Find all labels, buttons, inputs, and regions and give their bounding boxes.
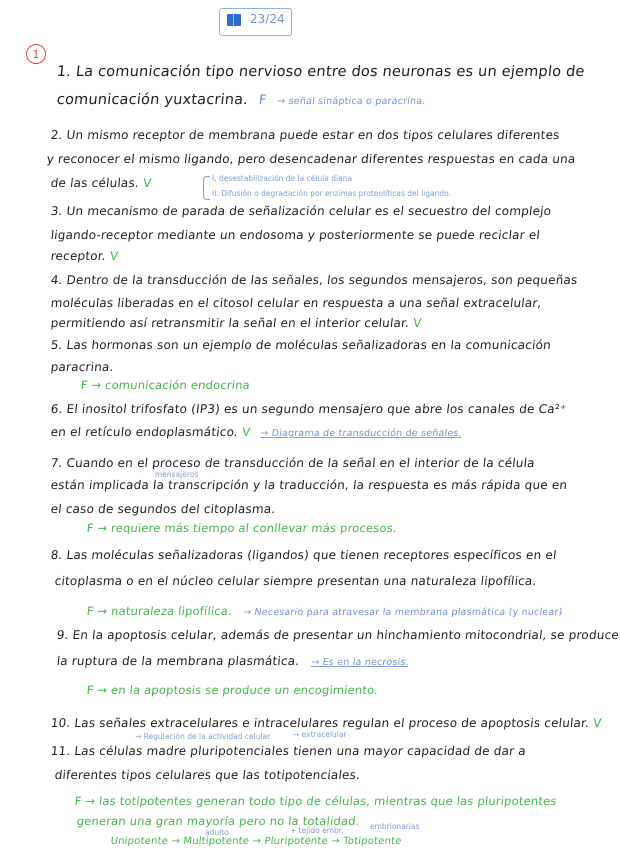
- q3-text3: receptor.: [50, 249, 107, 263]
- q6-line1: 6. El inositol trifosfato (IP3) es un segundo mensajero que abre los canales de Ca²⁺: [50, 402, 568, 416]
- q1-text2: comunicación yuxtacrina.: [56, 92, 249, 108]
- q2-note-b: II. Difusión o degradación por enzimas proteolíticas del ligando.: [212, 189, 451, 198]
- q11-correction2: generan una gran mayoría pero no la totalidad.: [76, 814, 361, 828]
- q10-note-a: → Regulación de la actividad celular: [135, 732, 271, 741]
- q6-answer: V: [241, 425, 252, 439]
- q2-answer: V: [142, 176, 153, 190]
- q8-correction-row: [86, 600, 564, 619]
- q11-chain: Unipotente → Multipotente → Pluripotente → Totipotente: [110, 836, 403, 847]
- q2-line3: [50, 176, 152, 190]
- q1-answer: F: [258, 93, 268, 108]
- q7-line3: el caso de segundos del citoplasma.: [50, 502, 277, 516]
- q2-brace: [203, 176, 210, 200]
- q5-line1: 5. Las hormonas son un ejemplo de moléculas señalizadoras en la comunicación: [50, 338, 552, 352]
- q1-line1: 1. La comunicación tipo nervioso entre dos neuronas es un ejemplo de: [56, 64, 586, 80]
- q6-text2: en el retículo endoplasmático.: [50, 425, 239, 439]
- section-number: 1: [26, 44, 46, 64]
- q3-line1: 3. Un mecanismo de parada de señalización celular es el secuestro del complejo: [50, 204, 553, 218]
- q9-line1: 9. En la apoptosis celular, además de presentar un hinchamiento mitocondrial, se produce: [56, 628, 620, 642]
- q6-line2: [50, 425, 463, 439]
- q8-correction: F → naturaleza lipofílica.: [86, 604, 233, 618]
- q8-note: → Necesario para atravesar la membrana plasmática (y nuclear): [242, 607, 563, 618]
- q3-line3: [50, 249, 119, 263]
- q10-answer: V: [592, 716, 603, 730]
- q10-line1: [50, 716, 602, 730]
- q9-note: → Es en la necrosis.: [310, 657, 410, 668]
- q7-correction: F → requiere más tiempo al conllevar más procesos.: [86, 521, 398, 535]
- q2-line2: y reconocer el mismo ligando, pero desencadenar diferentes respuestas en cada una: [46, 152, 577, 166]
- q11-ann-adulto: adulto: [205, 828, 229, 837]
- q7-line2: están implicada la transcripción y la traducción, la respuesta es más rápida que en: [50, 478, 569, 492]
- book-icon: [227, 14, 241, 26]
- q7-insert: mensajeros: [155, 470, 199, 479]
- q4-line3: [50, 316, 422, 330]
- q4-line2: moléculas liberadas en el citosol celular en respuesta a una señal extracelular,: [50, 296, 543, 310]
- q11-ann-embr: embrionarias: [370, 822, 420, 831]
- q11-correction1: F → las totipotentes generan todo tipo de células, mientras que las pluripotentes: [74, 794, 558, 808]
- q9-correction: F → en la apoptosis se produce un encogimiento.: [86, 683, 379, 697]
- q7-line1: 7. Cuando en el proceso de transducción de la señal en el interior de la célula: [50, 456, 536, 470]
- q1-note: → señal sináptica o paracrina.: [276, 96, 427, 107]
- q9-text2: la ruptura de la membrana plasmática.: [56, 654, 301, 668]
- q4-answer: V: [412, 316, 423, 330]
- q4-line1: 4. Dentro de la transducción de las señales, los segundos mensajeros, son pequeñas: [50, 273, 579, 287]
- q11-line1: 11. Las células madre pluripotenciales tienen una mayor capacidad de dar a: [50, 744, 527, 758]
- q11-line2: diferentes tipos celulares que las totipotenciales.: [54, 768, 361, 782]
- q2-note-a: I. desestabilización de la célula diana: [212, 174, 353, 183]
- q1-line2: [56, 92, 426, 108]
- q8-line1: 8. Las moléculas señalizadoras (ligandos) que tienen receptores específicos en el: [50, 548, 558, 562]
- q8-line2: citoplasma o en el núcleo celular siempre presentan una naturaleza lipofílica.: [54, 574, 538, 588]
- q10-text1: 10. Las señales extracelulares e intracelulares regulan el proceso de apoptosis celular.: [50, 716, 590, 730]
- q5-line2: paracrina.: [50, 360, 115, 374]
- q6-note: → Diagrama de transducción de señales.: [259, 428, 463, 439]
- q3-answer: V: [109, 249, 120, 263]
- q4-text3: permitiendo así retransmitir la señal en el interior celular.: [50, 316, 410, 330]
- page-counter: 23/24: [250, 12, 285, 26]
- q9-line2: [56, 654, 410, 668]
- q2-line1: 2. Un mismo receptor de membrana puede estar en dos tipos celulares diferentes: [50, 128, 561, 142]
- q2-text3: de las células.: [50, 176, 140, 190]
- q3-line2: ligando-receptor mediante un endosoma y posteriormente se puede reciclar el: [50, 228, 541, 242]
- q10-note-b: → extracelular: [293, 730, 347, 739]
- q5-correction: F → comunicación endocrina: [80, 378, 251, 392]
- q11-ann-mas: + tejido embr.: [290, 826, 344, 835]
